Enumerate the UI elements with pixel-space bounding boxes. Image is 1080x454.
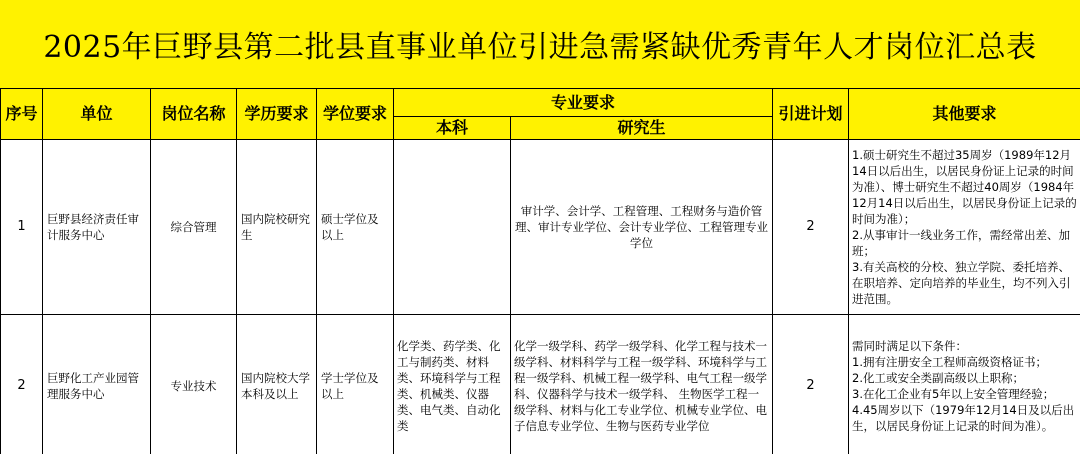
cell-undergrad	[394, 140, 511, 315]
header-education: 学历要求	[237, 89, 317, 140]
header-quota: 引进计划	[773, 89, 849, 140]
header-row	[1, 89, 1080, 117]
cell-education: 国内院校大学本科及以上	[237, 315, 317, 454]
header-unit: 单位	[43, 89, 151, 140]
cell-quota: 2	[773, 140, 849, 315]
table-title: 2025年巨野县第二批县直事业单位引进急需紧缺优秀青年人才岗位汇总表	[43, 30, 1037, 65]
header-undergrad: 本科	[394, 117, 511, 140]
cell-graduate: 审计学、会计学、工程管理、工程财务与造价管理、审计专业学位、会计专业学位、工程管理专业学位	[511, 140, 773, 315]
table-row	[1, 315, 1080, 454]
title-bar	[0, 0, 1080, 88]
cell-unit: 巨野化工产业园管理服务中心	[43, 315, 151, 454]
cell-other: 1.硕士研究生不超过35周岁（1989年12月14日以后出生，以居民身份证上记录的时间为准）、博士研究生不超过40周岁（1984年12月14日以后出生，以居民身份证上记录的时间为准）； 2.从事审计一线业务工作，需经常出差、加班； 3.有关高校的分校、独立学院、委托培养、在职培养、定向培养的毕业生，均不列入引进范围。	[849, 140, 1080, 315]
header-degree: 学位要求	[317, 89, 394, 140]
cell-education: 国内院校研究生	[237, 140, 317, 315]
cell-position: 综合管理	[151, 140, 237, 315]
cell-degree: 学士学位及以上	[317, 315, 394, 454]
header-major: 专业要求	[394, 89, 773, 117]
table-row	[1, 140, 1080, 315]
cell-undergrad: 化学类、药学类、化工与制药类、材料类、环境科学与工程类、机械类、仪器类、电气类、自动化类	[394, 315, 511, 454]
cell-graduate: 化学一级学科、药学一级学科、化学工程与技术一级学科、材料科学与工程一级学科、环境科学与工程一级学科、机械工程一级学科、电气工程一级学科、仪器科学与技术一级学科、 生物医学工程一级学科、材料与化工专业学位、机械专业学位、电子信息专业学位、生物与医药专业学位	[511, 315, 773, 454]
header-position: 岗位名称	[151, 89, 237, 140]
cell-degree: 硕士学位及以上	[317, 140, 394, 315]
header-seq: 序号	[1, 89, 43, 140]
cell-seq: 1	[1, 140, 43, 315]
header-other: 其他要求	[849, 89, 1080, 140]
cell-seq: 2	[1, 315, 43, 454]
cell-position: 专业技术	[151, 315, 237, 454]
positions-table	[0, 88, 1080, 454]
cell-other: 需同时满足以下条件： 1.拥有注册安全工程师高级资格证书； 2.化工或安全类副高级以上职称； 3.在化工企业有5年以上安全管理经验； 4.45周岁以下（1979年12月14日及以后出生，以居民身份证上记录的时间为准）。	[849, 315, 1080, 454]
cell-unit: 巨野县经济责任审计服务中心	[43, 140, 151, 315]
header-graduate: 研究生	[511, 117, 773, 140]
cell-quota: 2	[773, 315, 849, 454]
